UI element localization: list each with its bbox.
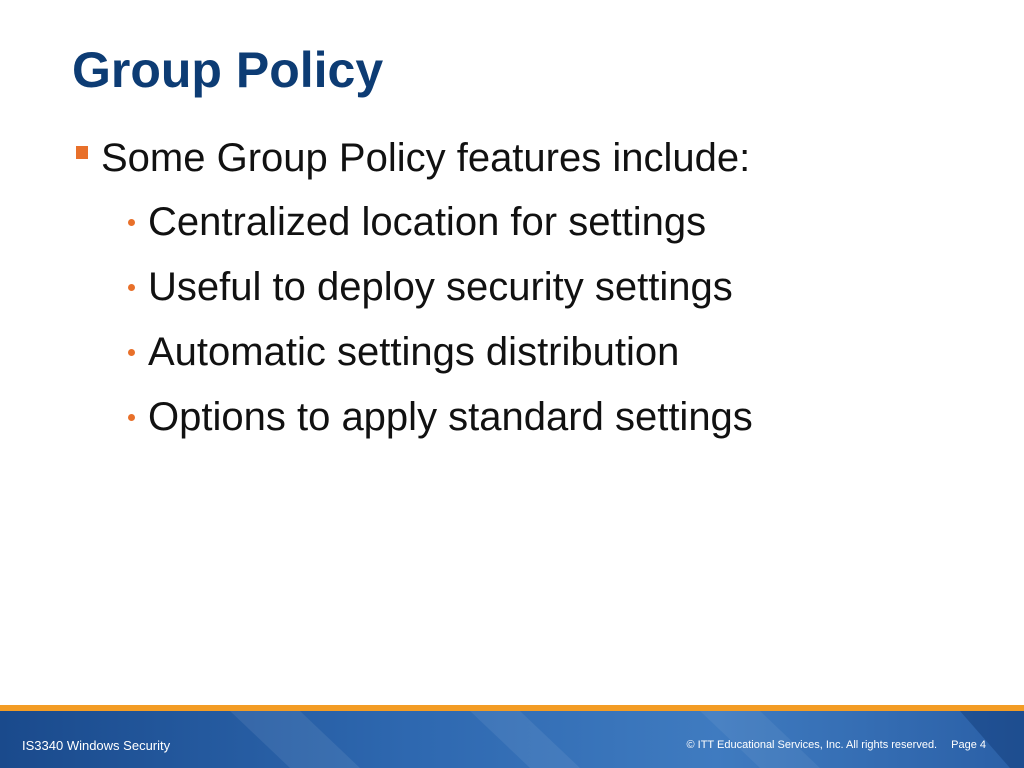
slide-content <box>76 126 996 450</box>
slide-title: Group Policy <box>72 42 384 98</box>
dot-bullet-icon <box>128 349 135 356</box>
sub-bullet-text: Centralized location for settings <box>148 200 707 244</box>
footer-course-name: IS3340 Windows Security <box>22 738 171 753</box>
dot-bullet-icon <box>128 284 135 291</box>
sub-bullet-item <box>76 385 996 450</box>
bullet-text: Some Group Policy features include: <box>101 136 751 180</box>
sub-bullet-text: Automatic settings distribution <box>148 330 680 374</box>
footer-copyright: © ITT Educational Services, Inc. All rights reserved. <box>686 739 938 751</box>
footer-band <box>0 711 1024 768</box>
sub-bullet-item <box>76 190 996 255</box>
square-bullet-icon <box>76 146 88 159</box>
sub-bullet-text: Options to apply standard settings <box>148 395 753 439</box>
footer-right-text <box>687 739 987 751</box>
sub-bullet-list <box>76 190 996 450</box>
sub-bullet-item <box>76 320 996 385</box>
footer <box>0 705 1024 768</box>
sub-bullet-item <box>76 255 996 320</box>
sub-bullet-text: Useful to deploy security settings <box>148 265 733 309</box>
bullet-item <box>76 126 996 190</box>
dot-bullet-icon <box>128 414 135 421</box>
footer-page-number: Page 4 <box>951 739 986 751</box>
dot-bullet-icon <box>128 219 135 226</box>
